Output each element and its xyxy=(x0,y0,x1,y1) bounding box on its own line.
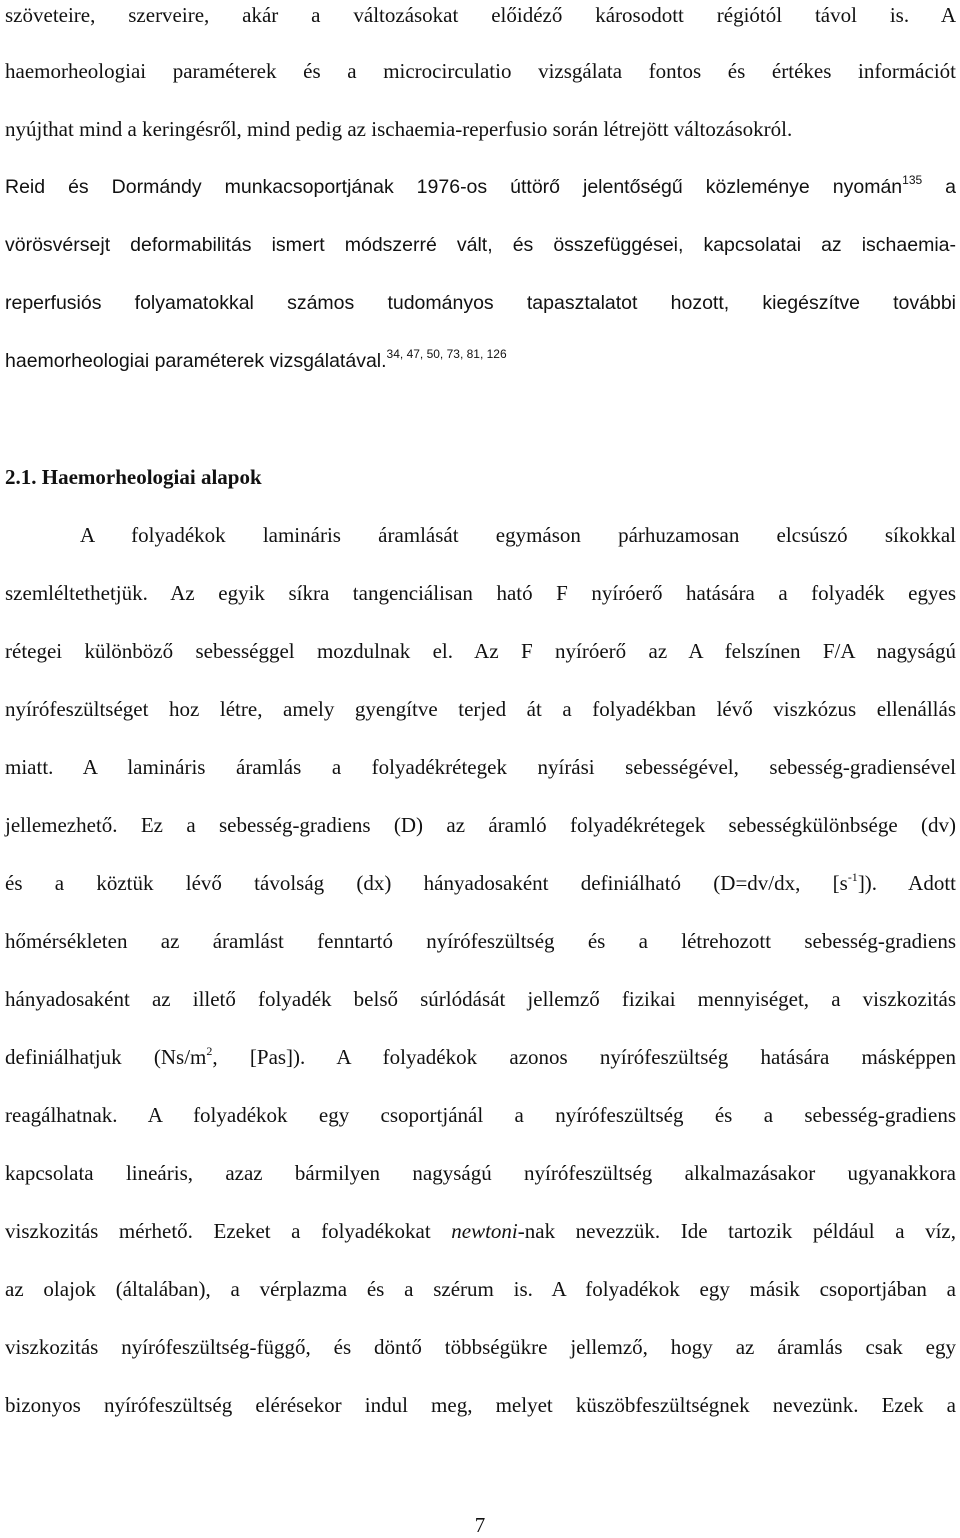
paragraph-line: bizonyos nyírófeszültség elérésekor indul meg, melyet küszöbfeszültségnek nevezünk. Ezek a xyxy=(5,1393,956,1417)
paragraph-line: miatt. A lamináris áramlás a folyadékrétegek nyírási sebességével, sebesség-gradiensével xyxy=(5,755,956,779)
paragraph-line: nyújthat mind a keringésről, mind pedig az ischaemia-reperfusio során létrejött változásokról. xyxy=(5,117,793,141)
paragraph-line: nyírófeszültséget hoz létre, amely gyengítve terjed át a folyadékban lévő viszkózus ellenállás xyxy=(5,697,956,721)
paragraph-line: rétegei különböző sebességgel mozdulnak el. Az F nyíróerő az A felszínen F/A nagyságú xyxy=(5,639,956,663)
section-heading: 2.1. Haemorheologiai alapok xyxy=(5,465,262,489)
paragraph-line-with-citation xyxy=(5,172,956,202)
page-number: 7 xyxy=(474,1513,486,1537)
line-end: a xyxy=(922,176,957,198)
paragraph-line-with-emphasis xyxy=(5,1216,956,1246)
paragraph-line: szemléltethetjük. Az egyik síkra tangenciálisan ható F nyíróerő hatására a folyadék egyes xyxy=(5,581,956,605)
paragraph-line: reagálhatnak. A folyadékok egy csoportjánál a nyírófeszültség és a sebesség-gradiens xyxy=(5,1103,956,1127)
line-end: ]). Adott xyxy=(857,871,956,895)
emphasized-term: newtoni xyxy=(451,1219,518,1243)
line-text: viszkozitás mérhető. Ezeket a folyadékokat xyxy=(5,1219,452,1243)
line-text: definiálhatjuk (Ns/m xyxy=(5,1045,207,1069)
paragraph-line: az olajok (általában), a vérplazma és a szérum is. A folyadékok egy másik csoportjában a xyxy=(5,1277,956,1301)
paragraph-line-with-citation xyxy=(5,346,956,376)
paragraph-line: reperfusiós folyamatokkal számos tudományos tapasztalatot hozott, kiegészítve további xyxy=(5,292,956,314)
unit-superscript: 2 xyxy=(206,1044,213,1058)
line-end: , [Pas]). A folyadékok azonos nyírófeszültség hatására másképpen xyxy=(212,1045,956,1069)
line-text: és a köztük lévő távolság (dx) hányadosaként definiálható (D=dv/dx, [s xyxy=(5,871,848,895)
citation-superscript: 34, 47, 50, 73, 81, 126 xyxy=(386,347,507,361)
citation-superscript: 135 xyxy=(902,173,923,187)
paragraph-line: hőmérsékleten az áramlást fenntartó nyírófeszültség és a létrehozott sebesség-gradiens xyxy=(5,929,956,953)
line-text: Reid és Dormándy munkacsoportjának 1976-os úttörő jelentőségű közleménye nyomán xyxy=(5,176,903,198)
paragraph-line: haemorheologiai paraméterek és a microcirculatio vizsgálata fontos és értékes információt xyxy=(5,59,956,83)
line-text: haemorheologiai paraméterek vizsgálatával. xyxy=(5,350,387,372)
paragraph-line: viszkozitás nyírófeszültség-függő, és döntő többségükre jellemző, hogy az áramlás csak egy xyxy=(5,1335,956,1359)
unit-superscript: -1 xyxy=(847,870,858,884)
line-end: -nak nevezzük. Ide tartozik például a víz, xyxy=(517,1219,956,1243)
paragraph-line: vörösvérsejt deformabilitás ismert módszerré vált, és összefüggései, kapcsolatai az ischaemia- xyxy=(5,234,956,256)
paragraph-line: A folyadékok lamináris áramlását egymáson párhuzamosan elcsúszó síkokkal xyxy=(80,523,956,547)
paragraph-line: jellemezhető. Ez a sebesség-gradiens (D) az áramló folyadékrétegek sebességkülönbsége (dv) xyxy=(5,813,956,837)
paragraph-line-with-superscript xyxy=(5,1042,956,1072)
paragraph-line: hányadosaként az illető folyadék belső súrlódását jellemző fizikai mennyiséget, a viszkozitás xyxy=(5,987,956,1011)
paragraph-line: kapcsolata lineáris, azaz bármilyen nagyságú nyírófeszültség alkalmazásakor ugyanakkora xyxy=(5,1161,956,1185)
paragraph-line: szöveteire, szerveire, akár a változásokat előidéző károsodott régiótól távol is. A xyxy=(5,3,956,27)
paragraph-line-with-superscript xyxy=(5,868,956,898)
